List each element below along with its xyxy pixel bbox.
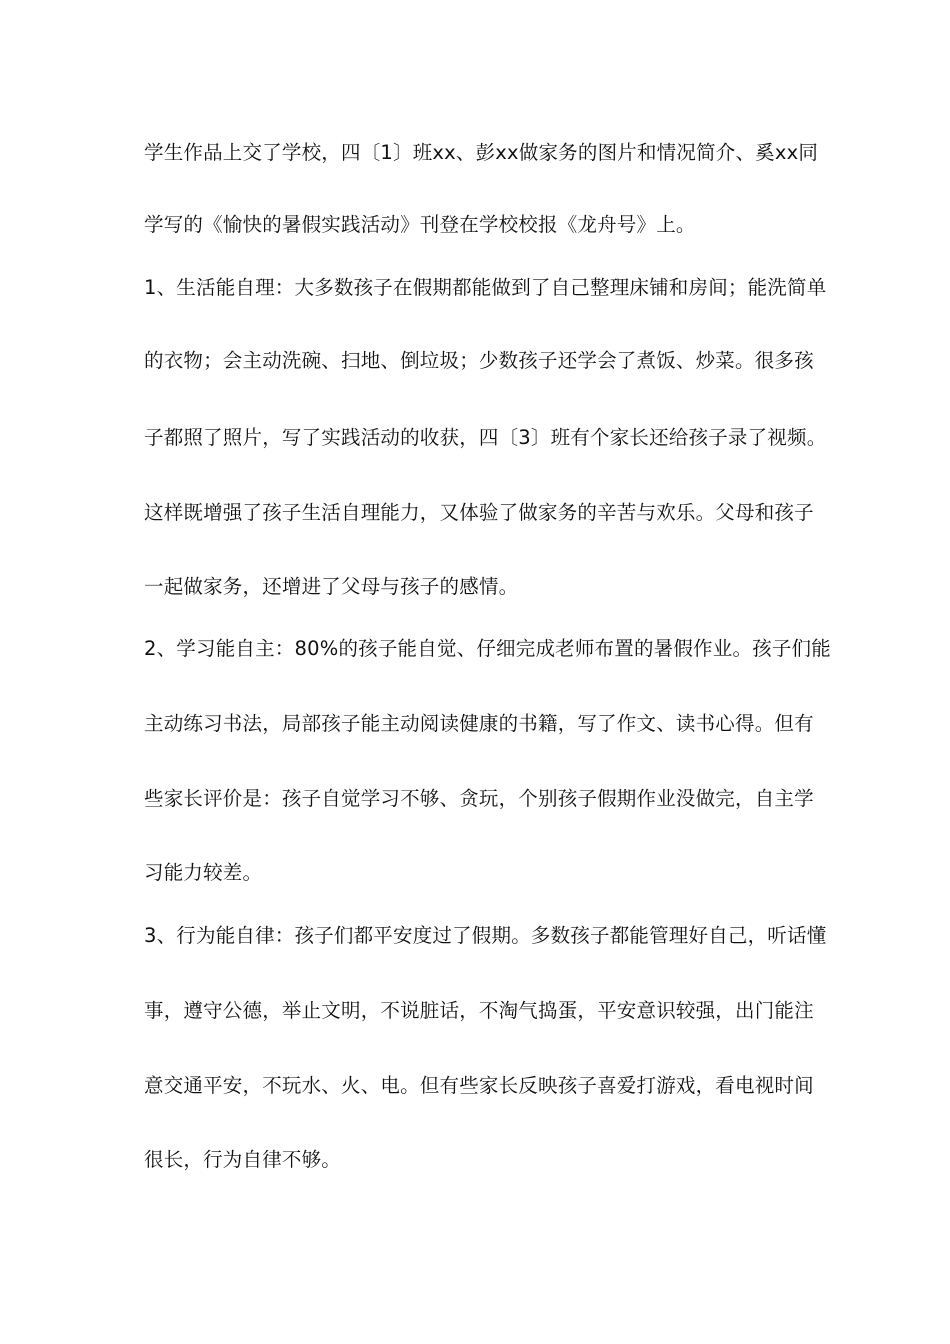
text-line: 学生作品上交了学校，四〔1〕班xx、彭xx做家务的图片和情况简介、奚xx同 <box>144 141 819 164</box>
text-line: 学写的《愉快的暑假实践活动》刊登在学校校报《龙舟号》上。 <box>144 213 696 236</box>
text-line: 习能力较差。 <box>144 861 263 884</box>
text-line: 意交通平安，不玩水、火、电。但有些家长反映孩子喜爱打游戏，看电视时间 <box>144 1074 814 1097</box>
text-line: 2、学习能自主：80%的孩子能自觉、仔细完成老师布置的暑假作业。孩子们能 <box>144 637 831 660</box>
text-line: 很长，行为自律不够。 <box>144 1148 342 1171</box>
text-line: 3、行为能自律：孩子们都平安度过了假期。多数孩子都能管理好自己，听话懂 <box>144 924 827 947</box>
text-line: 子都照了照片，写了实践活动的收获，四〔3〕班有个家长还给孩子录了视频。 <box>144 426 827 449</box>
text-line: 1、生活能自理：大多数孩子在假期都能做到了自己整理床铺和房间；能洗简单 <box>144 276 827 299</box>
text-line: 这样既增强了孩子生活自理能力，又体验了做家务的辛苦与欢乐。父母和孩子 <box>144 501 814 524</box>
text-line: 一起做家务，还增进了父母与孩子的感情。 <box>144 575 519 598</box>
text-line: 主动练习书法，局部孩子能主动阅读健康的书籍，写了作文、读书心得。但有 <box>144 712 814 735</box>
text-line: 些家长评价是：孩子自觉学习不够、贪玩，个别孩子假期作业没做完，自主学 <box>144 787 814 810</box>
text-line: 事，遵守公德，举止文明，不说脏话，不淘气捣蛋，平安意识较强，出门能注 <box>144 999 814 1022</box>
text-line: 的衣物；会主动洗碗、扫地、倒垃圾；少数孩子还学会了煮饭、炒菜。很多孩 <box>144 349 814 372</box>
